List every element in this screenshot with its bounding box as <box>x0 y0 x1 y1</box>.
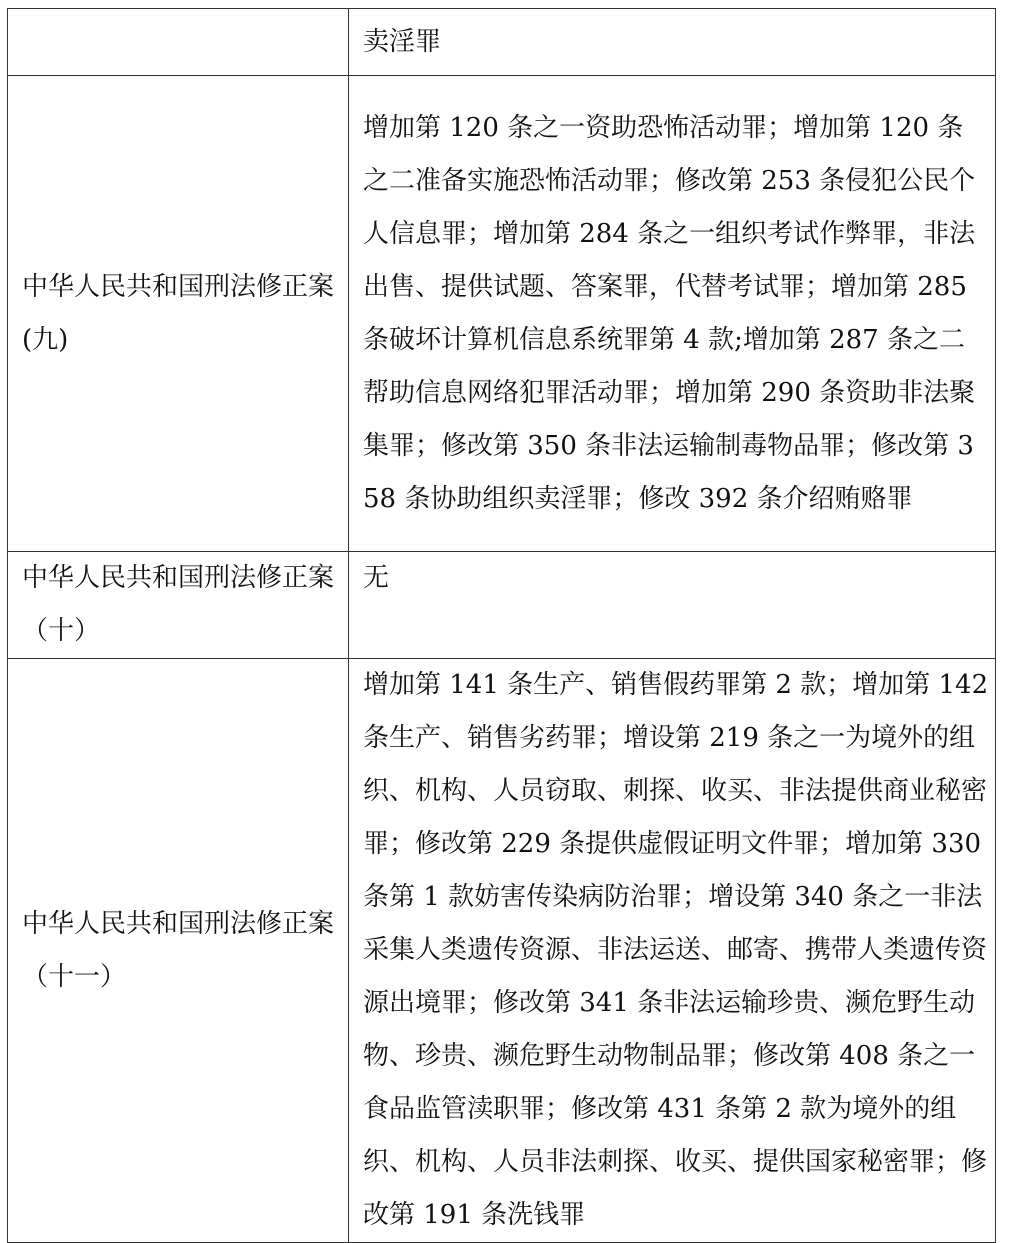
law-name-cell: 中华人民共和国刑法修正案（十） <box>8 552 349 659</box>
law-name-cell <box>8 9 349 76</box>
changes-cell: 增加第 120 条之一资助恐怖活动罪；增加第 120 条之二准备实施恐怖活动罪；修改第 253 条侵犯公民个人信息罪；增加第 284 条之一组织考试作弊罪，非法出售、提供试题、答案罪，代替考试罪；增加第 285 条破坏计算机信息系统罪第 4 款;增加第 287 条之二帮助信息网络犯罪活动罪；增加第 290 条资助非法聚集罪；修改第 350 条非法运输制毒物品罪；修改第 358 条协助组织卖淫罪；修改 392 条介绍贿赂罪 <box>349 76 996 552</box>
law-name-cell: 中华人民共和国刑法修正案(九) <box>8 76 349 552</box>
table-row <box>8 9 996 76</box>
changes-cell: 增加第 141 条生产、销售假药罪第 2 款；增加第 142 条生产、销售劣药罪；增设第 219 条之一为境外的组织、机构、人员窃取、刺探、收买、非法提供商业秘密罪；修改第 229 条提供虚假证明文件罪；增加第 330 条第 1 款妨害传染病防治罪；增设第 340 条之一非法采集人类遗传资源、非法运送、邮寄、携带人类遗传资源出境罪；修改第 341 条非法运输珍贵、濒危野生动物、珍贵、濒危野生动物制品罪；修改第 408 条之一食品监管渎职罪；修改第 431 条第 2 款为境外的组织、机构、人员非法刺探、收买、提供国家秘密罪；修改第 191 条洗钱罪 <box>349 659 996 1243</box>
changes-cell: 卖淫罪 <box>349 9 996 76</box>
table-row <box>8 659 996 1243</box>
law-name-cell: 中华人民共和国刑法修正案（十一） <box>8 659 349 1243</box>
table-row <box>8 552 996 659</box>
table-row <box>8 76 996 552</box>
amendments-table <box>7 8 996 1243</box>
changes-cell: 无 <box>349 552 996 659</box>
